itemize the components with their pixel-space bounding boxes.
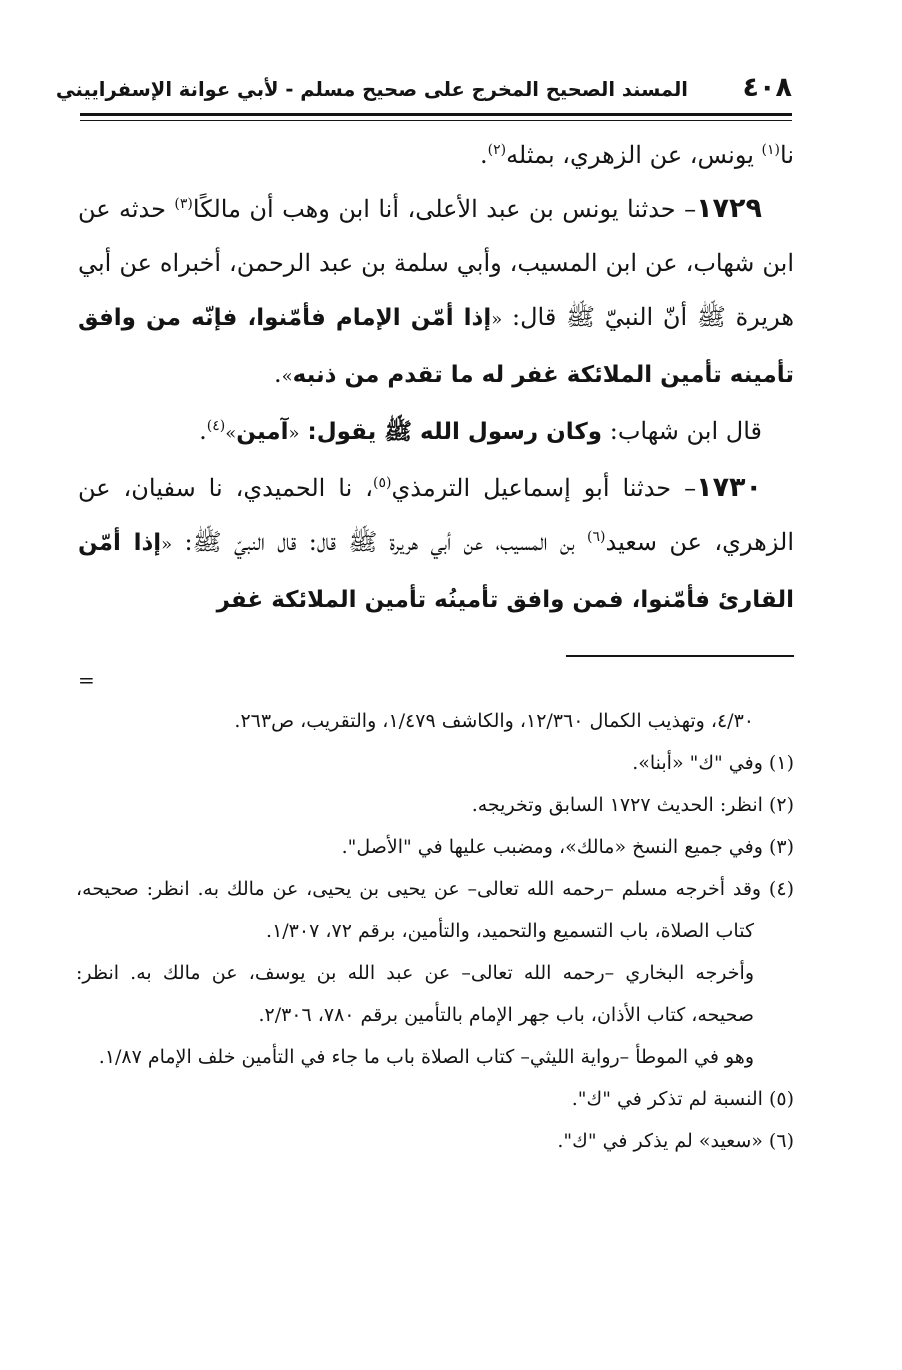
footnote-ref-2[interactable]: (٢) bbox=[487, 142, 507, 158]
footnote-6: (٦) «سعيد» لم يذكر في "ك". bbox=[557, 1130, 794, 1152]
running-header bbox=[55, 62, 792, 116]
page-number: ٤٠٨ bbox=[742, 72, 792, 103]
hadith-number: ١٧٣٠ bbox=[696, 472, 763, 503]
main-text bbox=[78, 128, 794, 627]
header-rule-thin bbox=[80, 120, 792, 121]
hadith-number: ١٧٢٩ bbox=[696, 193, 762, 224]
footnote-ref-4[interactable]: (٤) bbox=[206, 418, 226, 434]
footnote-ref-1[interactable]: (١) bbox=[761, 142, 780, 158]
footnote-2: (٢) انظر: الحديث ١٧٢٧ السابق وتخريجه. bbox=[471, 794, 794, 816]
hadith-1729: ١٧٢٩– حدثنا يونس بن عبد الأعلى، أنا ابن وهب أن مالكًا$^{(٣)}$ حدثه عن ابن شهاب، عن ابن المسيب، وأبي سلمة بن عبد الرحمن، أخبراه عن أبي هريرة ﷺ أنّ النبيّ ﷺ قال: «إذا أمّن الإمام فأمّنوا، فإنّه من وافق تأمينه تأمين الملائكة غفر له ما تقدم من ذنبه». bbox=[78, 193, 794, 388]
footnote-3: (٣) وفي جميع النسخ «مالك»، ومضبب عليها في "الأصل". bbox=[341, 836, 794, 858]
hadith-matn: إذا أمّن الإمام فأمّنوا، فإنّه من وافق تأمينه تأمين الملائكة غفر له ما تقدم من ذنبه bbox=[78, 305, 794, 388]
footnote-ref-5[interactable]: (٥) bbox=[372, 475, 392, 491]
amin-word: آمين bbox=[236, 419, 289, 445]
footnote-4-muwatta: وهو في الموطأ –رواية الليثي– كتاب الصلاة باب ما جاء في التأمين خلف الإمام ١/٨٧. bbox=[98, 1046, 754, 1068]
footnote-4-continued: وأخرجه البخاري –رحمه الله تعالى– عن عبد الله بن يوسف، عن مالك به. انظر: صحيحه، كتاب الأذان، باب جهر الإمام بالتأمين برقم ٧٨٠، ٢/٣٠٦. bbox=[76, 962, 754, 1026]
footnote-5: (٥) النسبة لم تذكر في "ك". bbox=[571, 1088, 794, 1110]
footnote-ref-3[interactable]: (٣) bbox=[174, 196, 193, 212]
footnotes bbox=[76, 700, 794, 1162]
book-title: المسند الصحيح المخرج على صحيح مسلم - لأبي عوانة الإسفراييني bbox=[55, 78, 688, 101]
footnote-ref-6[interactable]: (٦) bbox=[587, 529, 606, 545]
footnote-carry: ٤/٣٠، وتهذيب الكمال ١٢/٣٦٠، والكاشف ١/٤٧٩، والتقريب، ص٢٦٣. bbox=[234, 710, 754, 732]
footnote-continuation-mark: = bbox=[78, 668, 95, 692]
header-rule bbox=[80, 113, 792, 116]
footnote-4: (٤) وقد أخرجه مسلم –رحمه الله تعالى– عن يحيى بن يحيى، عن مالك به. انظر: صحيحه، كتاب الصلاة، باب التسميع والتحميد، والتأمين، برقم ٧٢، ١/٣٠٧. bbox=[76, 878, 794, 942]
footnote-1: (١) وفي "ك" «أبنا». bbox=[632, 752, 794, 774]
hadith-1730: ١٧٣٠– حدثنا أبو إسماعيل الترمذي$^{(٥)}$، نا الحميدي، نا سفيان، عن الزهري، عن سعيد$^{(٦)}$ بن المسيب، عن أبي هريرة ﷺ قال: قال النبيّ ﷺ: «إذا أمّن القارئ فأمّنوا، فمن وافق تأمينُه تأمين الملائكة غفر bbox=[78, 472, 795, 613]
hadith-matn: إذا أمّن القارئ فأمّنوا، فمن وافق تأمينُه تأمين الملائكة غفر bbox=[78, 530, 794, 613]
ibn-shihab-note: قال ابن شهاب: وكان رسول الله ﷺ يقول: «آمين»$^{(٤)}$. bbox=[199, 417, 762, 445]
footnote-separator bbox=[566, 655, 794, 657]
continuation-line: نا$^{(١)}$ يونس، عن الزهري، بمثله$^{(٢)}$. bbox=[479, 141, 794, 169]
